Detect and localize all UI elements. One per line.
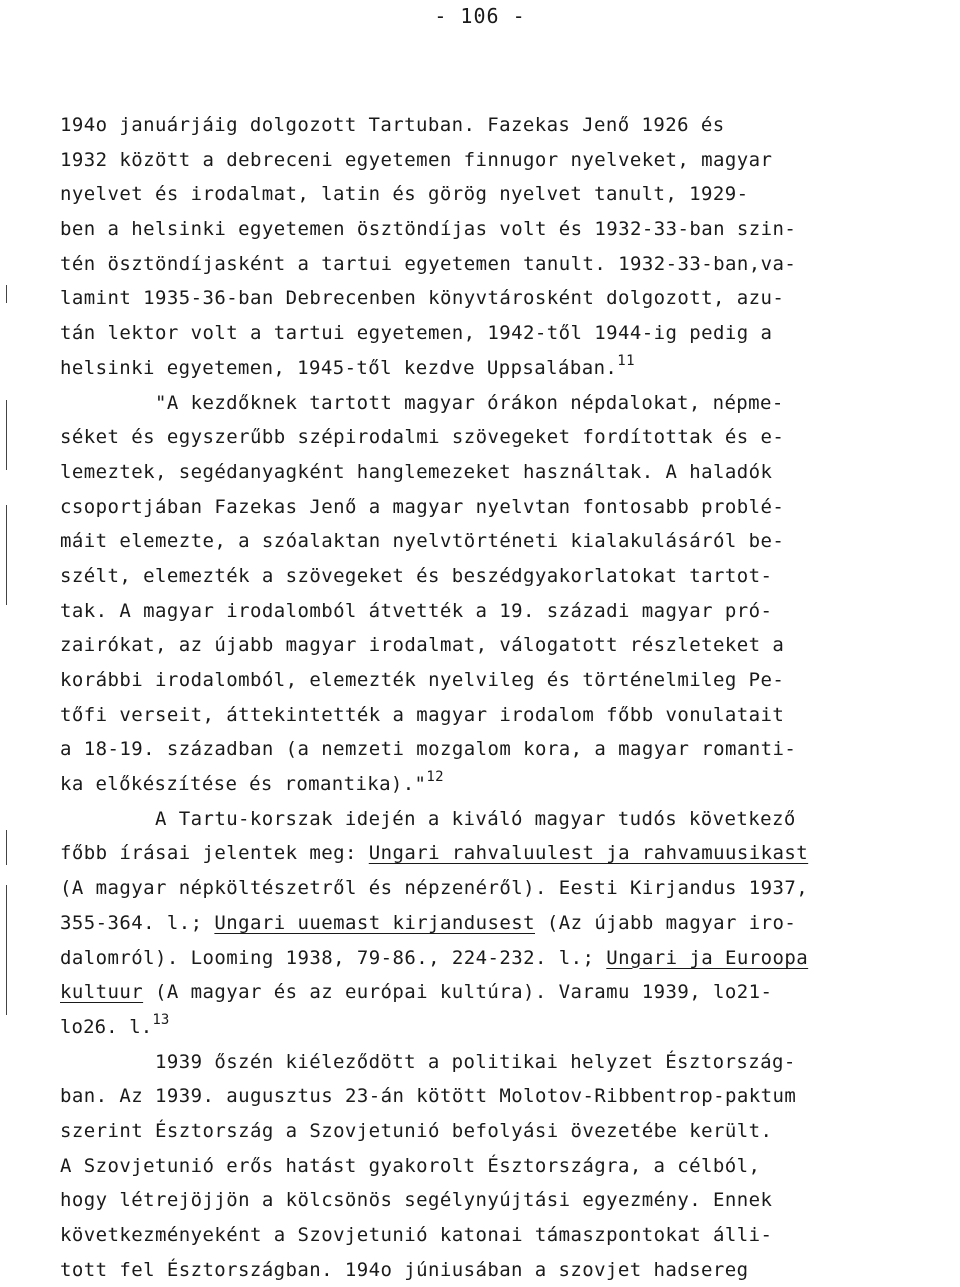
footnote-ref: 13	[152, 1011, 170, 1028]
text-span: hogy létrejöjjön a kölcsönös segélynyújtási egyezmény. Ennek	[60, 1189, 773, 1212]
text-span: lamint 1935-36-ban Debrecenben könyvtárosként dolgozott, azu-	[60, 287, 785, 310]
text-span: 194o januárjáig dolgozott Tartuban. Fazekas Jenő 1926 és	[60, 114, 725, 136]
text-span: (A magyar népköltészetről és népzenéről). Eesti Kirjandus 1937,	[60, 877, 809, 900]
text-span: lo26. l.	[60, 1015, 153, 1038]
text-span: csoportjában Fazekas Jenő a magyar nyelvtan fontosabb problé-	[60, 495, 785, 518]
text-line	[60, 1114, 960, 1149]
text-span: "A kezdőknek tartott magyar órákon népdalokat, népme-	[155, 391, 784, 414]
text-line	[60, 524, 960, 559]
margin-mark	[6, 830, 7, 865]
text-span: dalomról). Looming 1938, 79-86., 224-232. l.;	[60, 946, 607, 969]
text-line	[60, 767, 960, 802]
text-span: 1932 között a debreceni egyetemen finnugor nyelveket, magyar	[60, 148, 773, 171]
text-line	[60, 212, 960, 247]
text-span: ben a helsinki egyetemen ösztöndíjas volt és 1932-33-ban szin-	[60, 218, 797, 241]
underlined-title: Ungari uuemast kirjandusest	[214, 911, 535, 934]
underlined-title: kultuur	[60, 981, 144, 1004]
text-line	[60, 906, 960, 941]
text-span: máit elemezte, a szóalaktan nyelvtörténeti kialakulásáról be-	[60, 530, 785, 553]
underlined-title: Ungari ja Euroopa	[606, 946, 809, 969]
text-span: tőfi verseit, áttekintették a magyar irodalom főbb vonulatait	[60, 703, 785, 726]
text-span: a 18-19. században (a nemzeti mozgalom kora, a magyar romanti-	[60, 738, 797, 761]
footnote-ref: 12	[426, 769, 444, 786]
underlined-title: Ungari rahvaluulest ja rahvamuusikast	[368, 842, 809, 865]
body-text	[60, 108, 960, 1287]
text-line	[60, 1253, 960, 1287]
text-span: zairókat, az újabb magyar irodalmat, válogatott részleteket a	[60, 634, 785, 657]
text-line	[60, 420, 960, 455]
footnote-ref: 11	[617, 352, 635, 369]
text-line	[60, 559, 960, 594]
margin-mark	[6, 400, 7, 470]
text-span: lemeztek, segédanyagként hanglemezeket használtak. A haladók	[60, 460, 773, 483]
text-line	[60, 836, 960, 871]
text-span: (A magyar és az európai kultúra). Varamu 1939, lo21-	[143, 981, 773, 1004]
text-span: A Szovjetunió erős hatást gyakorolt Észtországra, a célból,	[60, 1154, 761, 1177]
text-span: ka előkészítése és romantika)."	[60, 773, 427, 796]
text-line	[60, 455, 960, 490]
text-span: séket és egyszerűbb szépirodalmi szövegeket fordítottak és e-	[60, 426, 785, 449]
text-span: A Tartu-korszak idején a kiváló magyar tudós következő	[155, 807, 796, 830]
text-line	[60, 386, 960, 421]
text-line	[60, 663, 960, 698]
text-line	[60, 281, 960, 316]
text-span: következményeként a Szovjetunió katonai támaszpontokat álli-	[60, 1224, 773, 1246]
text-line	[60, 108, 960, 143]
text-span: 355-364. l.;	[60, 911, 215, 934]
text-line	[60, 871, 960, 906]
text-line	[60, 698, 960, 733]
margin-mark	[6, 505, 7, 605]
text-line	[60, 732, 960, 767]
text-line	[60, 1045, 960, 1080]
text-span: (Az újabb magyar iro-	[535, 911, 797, 934]
text-line	[60, 975, 960, 1010]
text-span: korábbi irodalomból, elemezték nyelvileg és történelmileg Pe-	[60, 669, 785, 691]
text-line	[60, 1010, 960, 1045]
text-span: 1939 őszén kiéleződött a politikai helyzet Észtország-	[155, 1050, 796, 1073]
text-line	[60, 1183, 960, 1218]
text-span: főbb írásai jelentek meg:	[60, 842, 369, 865]
margin-mark	[6, 885, 7, 1015]
text-line	[60, 628, 960, 663]
text-span: nyelvet és irodalmat, latin és görög nyelvet tanult, 1929-	[60, 183, 749, 206]
text-span: tott fel Észtországban. 194o júniusában a szovjet hadsereg	[60, 1258, 749, 1281]
text-line	[60, 1218, 960, 1253]
text-line	[60, 490, 960, 525]
text-span: szerint Észtország a Szovjetunió befolyási övezetébe került.	[60, 1119, 773, 1142]
text-line	[60, 1079, 960, 1114]
text-line	[60, 177, 960, 212]
text-span: helsinki egyetemen, 1945-től kezdve Uppsalában.	[60, 356, 618, 379]
text-line	[60, 143, 960, 178]
text-span: ban. Az 1939. augusztus 23-án kötött Molotov-Ribbentrop-paktum	[60, 1085, 797, 1108]
text-span: tak. A magyar irodalomból átvették a 19. századi magyar pró-	[60, 599, 773, 622]
text-span: tén ösztöndíjasként a tartui egyetemen tanult. 1932-33-ban,va-	[60, 252, 797, 275]
text-line	[60, 594, 960, 629]
text-line	[60, 1149, 960, 1184]
text-line	[60, 247, 960, 282]
page-number: - 106 -	[434, 4, 526, 28]
text-line	[60, 802, 960, 837]
text-line	[60, 316, 960, 351]
text-line	[60, 351, 960, 386]
text-span: szélt, elemezték a szövegeket és beszédgyakorlatokat tartot-	[60, 564, 773, 587]
text-span: tán lektor volt a tartui egyetemen, 1942-től 1944-ig pedig a	[60, 322, 773, 345]
text-line	[60, 941, 960, 976]
margin-mark	[6, 285, 7, 303]
